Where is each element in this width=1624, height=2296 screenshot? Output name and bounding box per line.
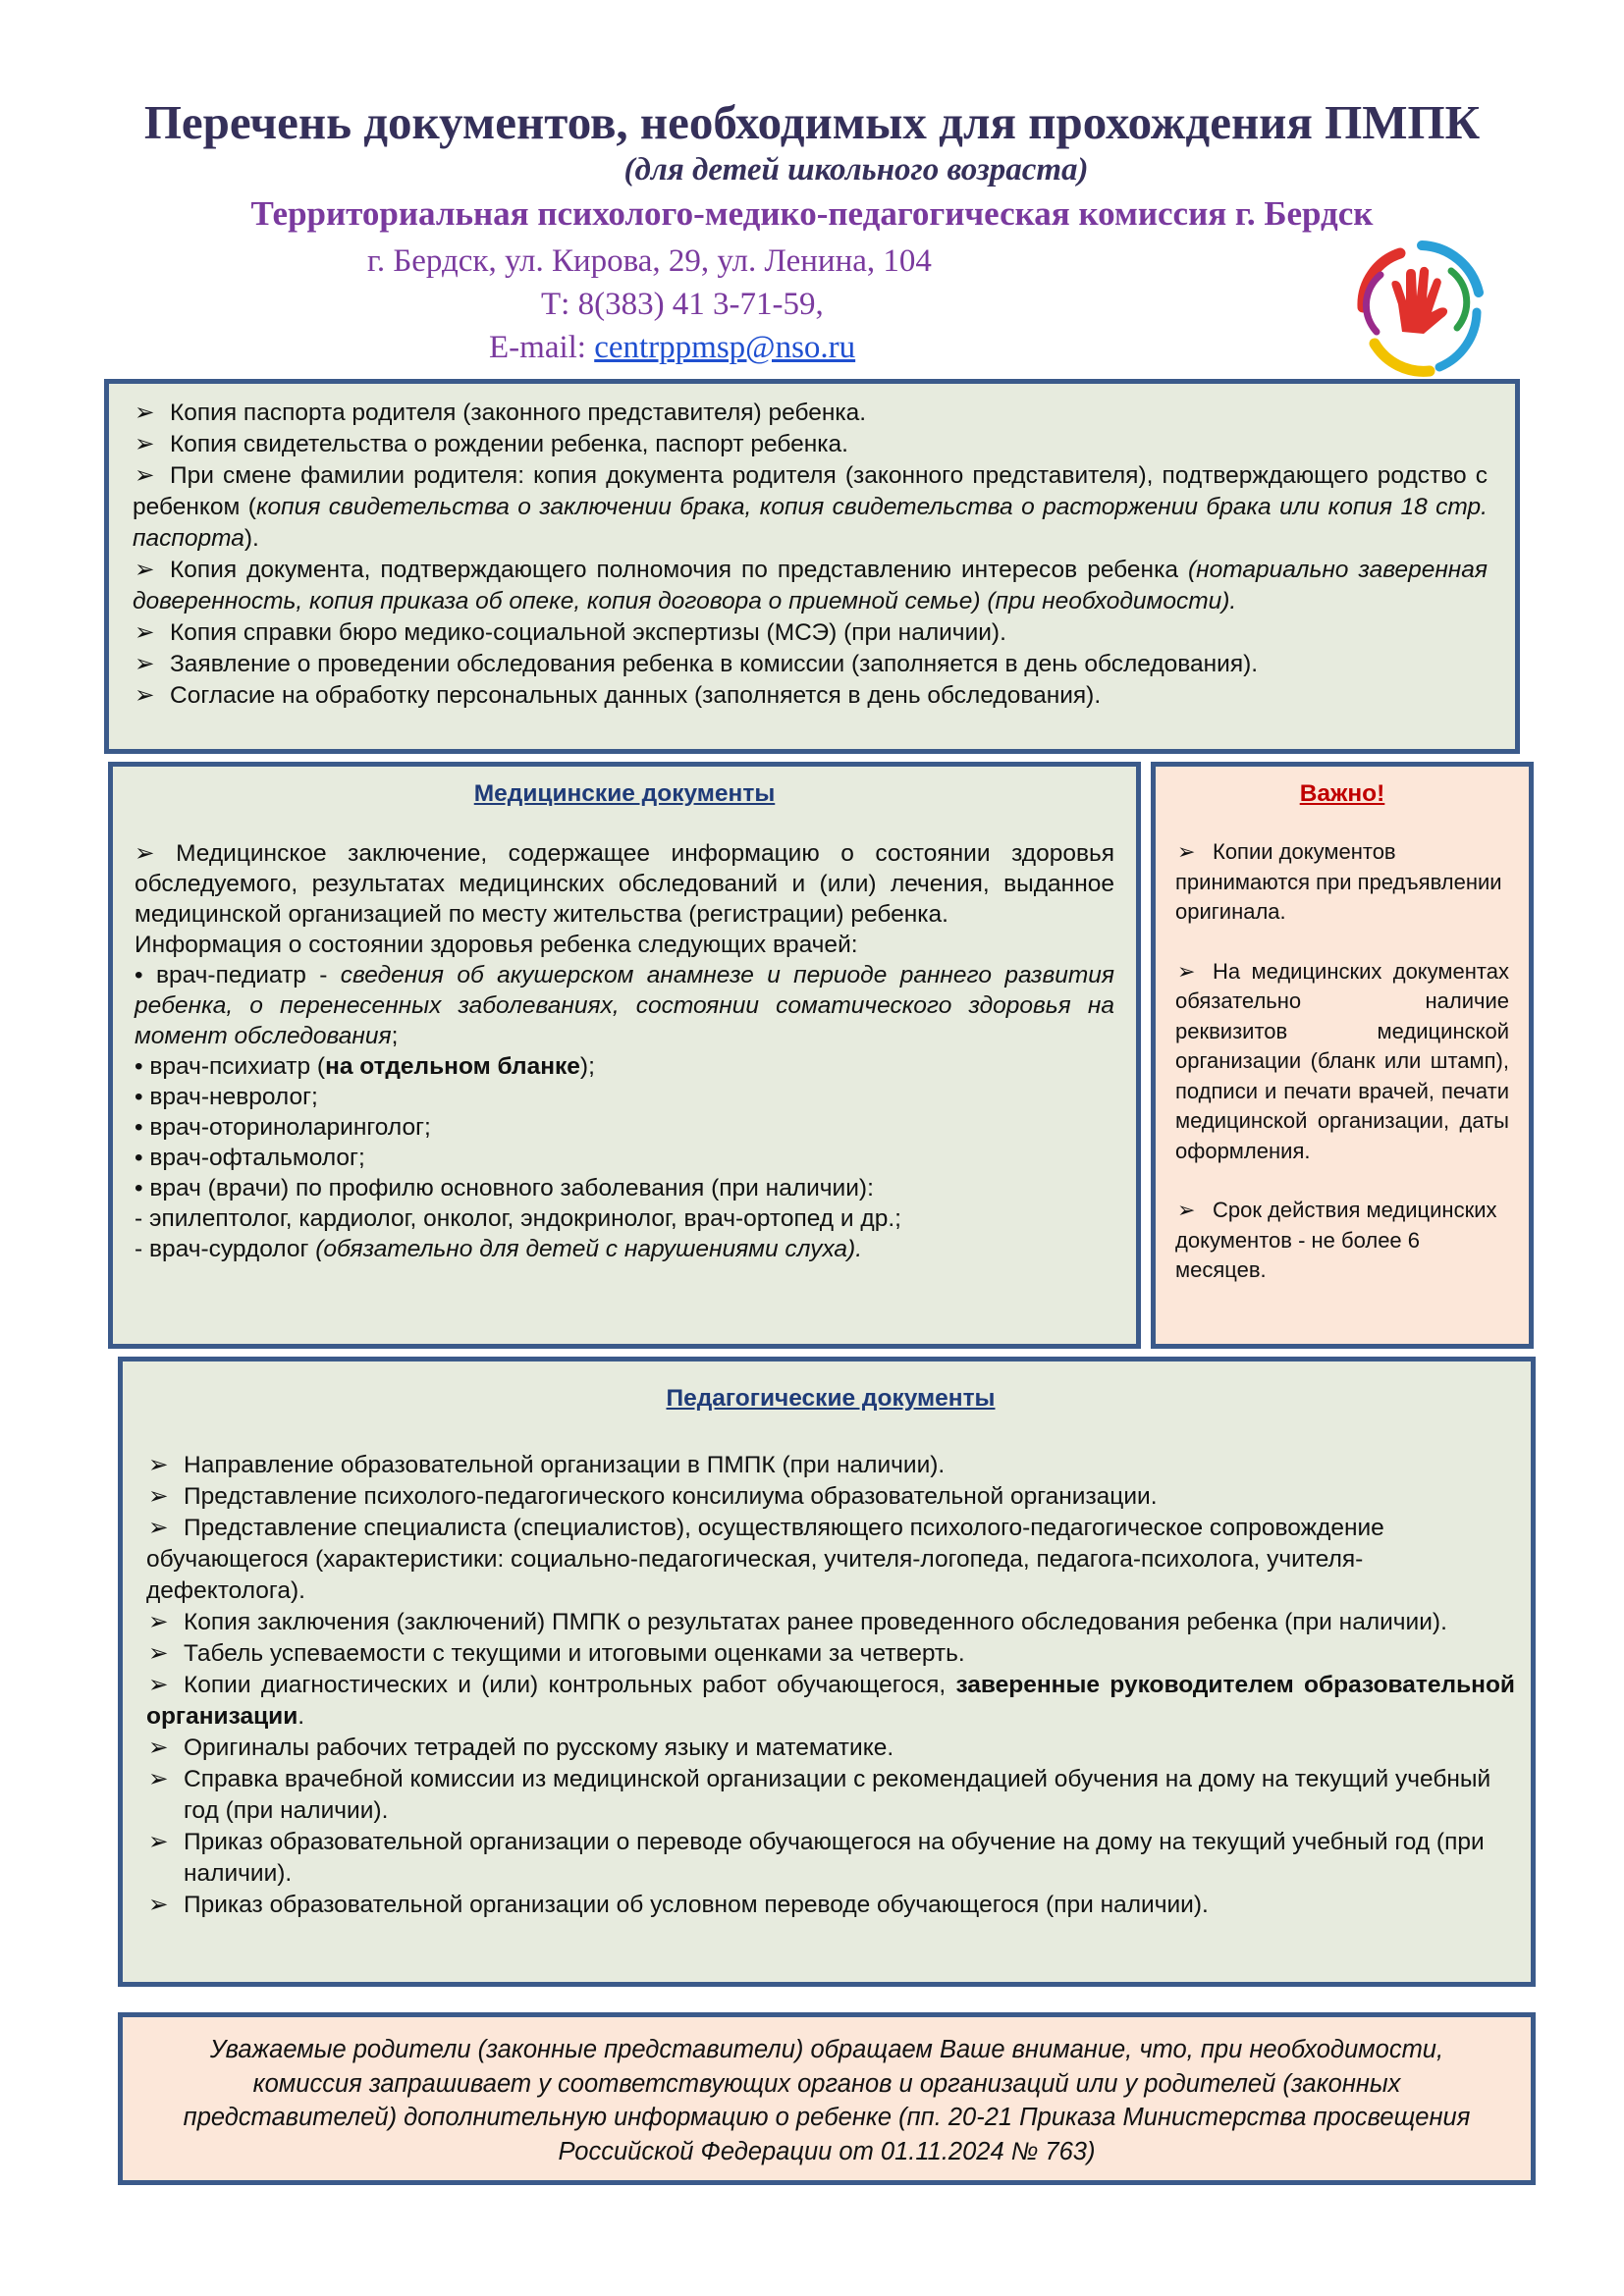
email-label: E-mail: [489, 330, 595, 365]
surdo-label: - врач-сурдолог [135, 1236, 316, 1262]
general-documents-box [104, 379, 1520, 754]
medical-documents-box [108, 762, 1141, 1349]
arrow-bullet-icon: ➢ [148, 1640, 169, 1667]
general-item [133, 555, 1488, 617]
email-line [489, 330, 855, 366]
medical-ophthalmologist: • врач-офтальмолог; [135, 1145, 365, 1171]
arrow-bullet-icon: ➢ [1177, 1198, 1196, 1222]
arrow-bullet-icon: ➢ [135, 840, 177, 867]
medical-intro [135, 838, 1114, 930]
general-item-text: При смене фамилии родителя: копия документа родителя (законного представителя), подтверждающего родство с ребенком ( [133, 462, 1488, 520]
organization-name: Территориальная психолого-медико-педагогическая комиссия г. Бердск [250, 194, 1374, 233]
arrow-bullet-icon: ➢ [148, 1735, 169, 1761]
important-item-text: Срок действия медицинских документов - не более 6 месяцев. [1175, 1198, 1497, 1282]
pedagogical-documents-box [118, 1357, 1536, 1987]
important-item-text: На медицинских документах обязательно наличие реквизитов медицинской организации (бланк или штамп), подписи и печати врачей, печати медицинской организации, даты оформления. [1175, 958, 1509, 1163]
general-item [133, 649, 1488, 680]
medical-intro-text: Медицинское заключение, содержащее информацию о состоянии здоровья обследуемого, результатах медицинских обследований и (или) лечения, выданное медицинской организацией по месту жительства (регистрации) ребенка. [135, 840, 1114, 928]
psych-bold: на отдельном бланке [325, 1053, 580, 1080]
arrow-bullet-icon: ➢ [148, 1515, 169, 1541]
pedagogical-item-bold: заверенные руководителем образовательной организации [146, 1672, 1515, 1730]
arrow-bullet-icon: ➢ [148, 1452, 169, 1478]
logo-icon [1341, 234, 1489, 381]
pedagogical-item [146, 1513, 1515, 1607]
pedagogical-item-text: Приказ образовательной организации о переводе обучающегося на обучение на дому на текущий учебный год (при наличии). [184, 1829, 1485, 1887]
arrow-bullet-icon: ➢ [148, 1483, 169, 1510]
pedagogical-item-text: Справка врачебной комиссии из медицинской организации с рекомендацией обучения на дому на текущий учебный год (при наличии). [184, 1766, 1491, 1824]
general-item [133, 680, 1488, 712]
pedagogical-item-text: Приказ образовательной организации об условном переводе обучающегося (при наличии). [184, 1892, 1209, 1918]
pedagogical-item-text: Направление образовательной организации в ПМПК (при наличии). [184, 1452, 946, 1478]
medical-heading: Медицинские документы [473, 780, 776, 807]
arrow-bullet-icon: ➢ [135, 651, 155, 677]
address: г. Бердск, ул. Кирова, 29, ул. Ленина, 104 [367, 243, 932, 279]
medical-info: Информация о состоянии здоровья ребенка следующих врачей: [135, 932, 858, 958]
arrow-bullet-icon: ➢ [1177, 958, 1196, 984]
arrow-bullet-icon: ➢ [135, 462, 155, 489]
pedagogical-heading: Педагогические документы [666, 1385, 996, 1412]
pedagogical-item-text: Копия заключения (заключений) ПМПК о результатах ранее проведенного обследования ребенка (при наличии). [184, 1609, 1447, 1635]
medical-specialists: - эпилептолог, кардиолог, онколог, эндокринолог, врач-ортопед и др.; [135, 1205, 901, 1232]
psych-tail: ); [579, 1053, 595, 1080]
surdo-note: (обязательно для детей с нарушениями слуха). [315, 1236, 863, 1262]
arrow-bullet-icon: ➢ [1177, 839, 1196, 864]
medical-pediatr [135, 960, 1114, 1051]
pedagogical-item [146, 1890, 1515, 1921]
important-item-text: Копии документов принимаются при предъявлении оригинала. [1175, 839, 1502, 924]
general-item-text: Копия документа, подтверждающего полномочия по представлению интересов ребенка [170, 557, 1188, 583]
important-item [1175, 957, 1509, 1167]
arrow-bullet-icon: ➢ [148, 1892, 169, 1918]
pedagogical-item [146, 1607, 1515, 1638]
arrow-bullet-icon: ➢ [148, 1672, 169, 1698]
pediatr-label: • врач-педиатр - [135, 962, 341, 988]
arrow-bullet-icon: ➢ [135, 557, 155, 583]
arrow-bullet-icon: ➢ [148, 1609, 169, 1635]
pedagogical-item-text: Табель успеваемости с текущими и итоговыми оценками за четверть. [184, 1640, 965, 1667]
footer-note-box [118, 2012, 1536, 2185]
pedagogical-item [146, 1638, 1515, 1670]
general-item [133, 617, 1488, 649]
pedagogical-item [146, 1827, 1515, 1890]
pedagogical-item [146, 1733, 1515, 1764]
general-item-note: (нотариально заверенная доверенность, копия приказа об опеке, копия договора о приемной семье) (при необходимости). [133, 557, 1488, 614]
pedagogical-item-text: Оригиналы рабочих тетрадей по русскому языку и математике. [184, 1735, 894, 1761]
email-link[interactable]: centrppmsp@nso.ru [594, 330, 856, 365]
important-item [1175, 837, 1509, 928]
general-item-text: Копия свидетельства о рождении ребенка, паспорт ребенка. [170, 431, 848, 457]
general-item [133, 398, 1488, 429]
phone: Т: 8(383) 41 3-71-59, [541, 287, 824, 322]
important-item [1175, 1196, 1509, 1286]
medical-ent: • врач-оториноларинголог; [135, 1114, 431, 1141]
arrow-bullet-icon: ➢ [148, 1829, 169, 1855]
page-subtitle: (для детей школьного возраста) [623, 152, 1089, 187]
pedagogical-item-tail: . [298, 1703, 305, 1730]
important-box [1151, 762, 1534, 1349]
pedagogical-item [146, 1670, 1515, 1733]
pedagogical-item-text: Представление специалиста (специалистов), осуществляющего психолого-педагогическое сопровождение обучающегося (характеристики: социально-педагогическая, учителя-логопеда, педагога-психолога, учителя-дефектолога). [146, 1515, 1384, 1604]
pedagogical-item [146, 1450, 1515, 1481]
pedagogical-item-text: Представление психолого-педагогического консилиума образовательной организации. [184, 1483, 1158, 1510]
arrow-bullet-icon: ➢ [148, 1766, 169, 1792]
medical-neurologist: • врач-невролог; [135, 1084, 318, 1110]
medical-surdologist [135, 1234, 1114, 1264]
pediatr-note: сведения об акушерском анамнезе и периоде раннего развития ребенка, о перенесенных заболеваниях, состоянии соматического здоровья на момент обследования [135, 962, 1114, 1049]
arrow-bullet-icon: ➢ [135, 619, 155, 646]
pediatr-tail: ; [391, 1023, 399, 1049]
medical-profile: • врач (врачи) по профилю основного заболевания (при наличии): [135, 1175, 874, 1201]
general-item [133, 460, 1488, 555]
arrow-bullet-icon: ➢ [135, 682, 155, 709]
general-item-text: Заявление о проведении обследования ребенка в комиссии (заполняется в день обследования). [170, 651, 1259, 677]
general-item-text: Согласие на обработку персональных данных (заполняется в день обследования). [170, 682, 1102, 709]
general-item [133, 429, 1488, 460]
general-item-text: Копия справки бюро медико-социальной экспертизы (МСЭ) (при наличии). [170, 619, 1006, 646]
general-item-tail: ). [244, 525, 259, 552]
arrow-bullet-icon: ➢ [135, 431, 155, 457]
medical-psychiatrist [135, 1051, 1114, 1082]
pedagogical-item-text: Копии диагностических и (или) контрольных работ обучающегося, [184, 1672, 956, 1698]
arrow-bullet-icon: ➢ [135, 400, 155, 426]
psych-label: • врач-психиатр ( [135, 1053, 326, 1080]
page-title: Перечень документов, необходимых для прохождения ПМПК [143, 95, 1481, 149]
pedagogical-item [146, 1481, 1515, 1513]
general-item-note: копия свидетельства о заключении брака, копия свидетельства о расторжении брака или копия 18 стр. паспорта [133, 494, 1488, 552]
pedagogical-item [146, 1764, 1515, 1827]
footer-note: Уважаемые родители (законные представители) обращаем Ваше внимание, что, при необходимости, комиссия запрашивает у соответствующих органов и организаций или у родителей (законных представителей) дополнительную информацию о ребенке (пп. 20-21 Приказа Министерства просвещения Российской Федерации от 01.11.2024 № 763) [183, 2036, 1471, 2165]
important-heading: Важно! [1299, 780, 1385, 807]
general-item-text: Копия паспорта родителя (законного представителя) ребенка. [170, 400, 867, 426]
